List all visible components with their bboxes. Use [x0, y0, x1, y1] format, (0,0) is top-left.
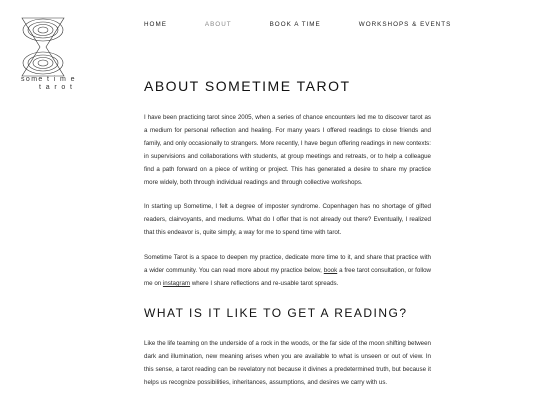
- logo-wordmark: [21, 76, 76, 92]
- nav-workshops-events[interactable]: WORKSHOPS & EVENTS: [358, 21, 452, 28]
- page-title: ABOUT SOMETIME TAROT: [144, 78, 351, 94]
- nav-book-a-time[interactable]: BOOK A TIME: [269, 21, 321, 28]
- paragraph-reading: Like the life teaming on the underside of a rock in the woods, or the far side of the moon shifting between dark and illumination, new meaning arises when you are available to what is unseen or out of view. In this sense, a tarot reading can be revelatory not because it divines a predetermined truth, but because it helps us recognize possibilities, inheritances, assumptions, and desires we carry with us.: [144, 339, 431, 386]
- paragraph-intro: I have been practicing tarot since 2005, when a series of chance encounters led me to discover tarot as a medium for personal reflection and healing. For many years I offered readings to close friends and family, and only occasionally to strangers. More recently, I have begun offering readings in new contexts: in supervisions and collaborations with students, at group meetings and retreats, or to help a colleague find a path forward on a piece of writing or project. This has generated a desire to share my practice more widely, both through individual readings and through collective workshops.: [144, 114, 431, 186]
- p3-text-a: Sometime Tarot is a space to deepen my practice, dedicate more time to it, and share that practice with a wider community. You can read more about my practice below,: [144, 254, 431, 275]
- instagram-link[interactable]: instagram: [162, 279, 191, 287]
- logo-line-2: t a r o t: [39, 84, 74, 91]
- paragraph-imposter: In starting up Sometime, I felt a degree of imposter syndrome. Copenhagen has no shortage of gifted readers, clairvoyants, and mediums. What do I offer that is not already out there? Eventually, I realized that this endeavor is, quite simply, a way for me to spend time with tarot.: [144, 203, 431, 237]
- paragraph-space: [144, 252, 431, 291]
- spiral-hourglass-icon: [16, 16, 72, 78]
- main-content: [144, 78, 431, 402]
- nav-about[interactable]: ABOUT: [204, 21, 232, 28]
- logo-line-1: some t i m e: [21, 76, 76, 83]
- section-heading-reading: WHAT IS IT LIKE TO GET A READING?: [144, 305, 408, 320]
- p3-text-c: where I share reflections and re-usable tarot spreads.: [190, 279, 339, 287]
- site-logo[interactable]: [16, 16, 76, 96]
- nav-home[interactable]: HOME: [144, 21, 167, 28]
- book-link[interactable]: book: [323, 267, 338, 275]
- main-nav: [144, 21, 489, 28]
- p3-text-b: a free tarot consultation, or follow me on: [144, 267, 431, 287]
